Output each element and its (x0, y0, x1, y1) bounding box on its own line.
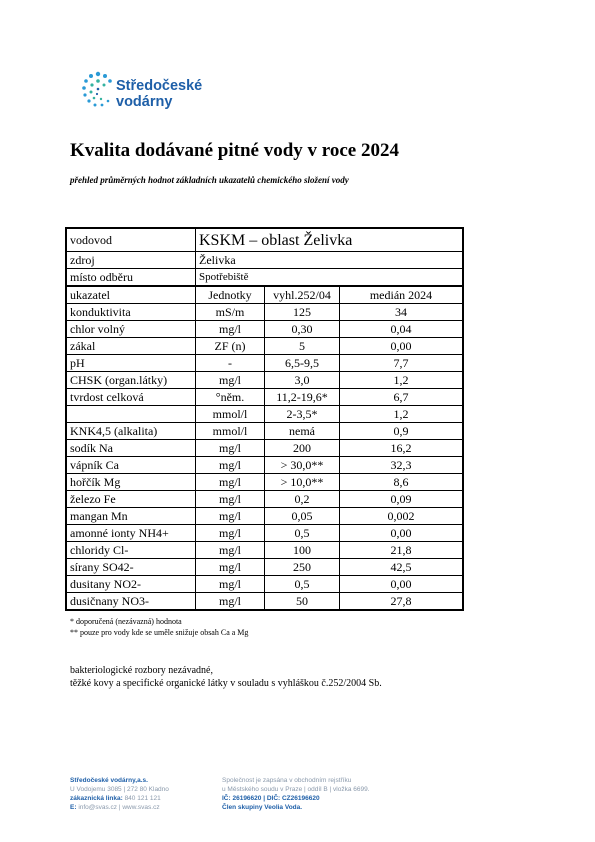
row-unit: mg/l (196, 559, 265, 576)
row-limit: 0,2 (265, 491, 340, 508)
table-row (66, 321, 463, 338)
row-median: 0,04 (340, 321, 464, 338)
row-unit: °něm. (196, 389, 265, 406)
logo-text (116, 78, 202, 110)
row-unit: mg/l (196, 440, 265, 457)
row-unit: mg/l (196, 372, 265, 389)
footer-member: Člen skupiny Veolia Voda. (222, 804, 303, 811)
row-unit: mg/l (196, 457, 265, 474)
table-row (66, 389, 463, 406)
zdroj-value: Želivka (196, 252, 464, 269)
row-unit: - (196, 355, 265, 372)
row-name: sírany SO42- (66, 559, 196, 576)
footer-phone: 840 121 121 (124, 795, 161, 802)
row-median: 0,09 (340, 491, 464, 508)
row-median: 27,8 (340, 593, 464, 611)
row-name: chloridy Cl- (66, 542, 196, 559)
row-name: dusitany NO2- (66, 576, 196, 593)
footnote-1: * doporučená (nezávazná) hodnota (70, 617, 182, 626)
row-unit: mS/m (196, 304, 265, 321)
table-row (66, 559, 463, 576)
row-name: amonné ionty NH4+ (66, 525, 196, 542)
row-median: 6,7 (340, 389, 464, 406)
bact-line2: těžké kovy a specifické organické látky v souladu s vyhláškou č.252/2004 Sb. (70, 678, 382, 689)
company-logo (80, 70, 220, 120)
logo-line2: vodárny (116, 94, 173, 110)
table-row (66, 491, 463, 508)
footer-company: Středočeské vodárny,a.s. (70, 777, 148, 784)
footer-ids: IČ: 26196620 | DIČ: CZ26196620 (222, 795, 320, 802)
row-limit: 5 (265, 338, 340, 355)
info-row-zdroj (66, 252, 463, 269)
logo-line1: Středočeské (116, 78, 203, 94)
row-unit: mg/l (196, 321, 265, 338)
header-median: medián 2024 (340, 286, 464, 304)
zdroj-label: zdroj (66, 252, 196, 269)
quality-table (65, 227, 464, 611)
row-median: 0,9 (340, 423, 464, 440)
footer-phone-label: zákaznická linka: (70, 795, 123, 802)
table-row (66, 372, 463, 389)
row-median: 7,7 (340, 355, 464, 372)
row-name: sodík Na (66, 440, 196, 457)
page-subtitle: přehled průměrných hodnot základních ukazatelů chemického složení vody (70, 175, 349, 185)
row-limit: nemá (265, 423, 340, 440)
footer-email: info@svas.cz | www.svas.cz (78, 804, 160, 811)
table-row (66, 304, 463, 321)
logo-dots-icon (80, 70, 116, 110)
footnote-2: ** pouze pro vody kde se uměle snižuje obsah Ca a Mg (70, 628, 249, 637)
header-ukazatel: ukazatel (66, 286, 196, 304)
table-row (66, 474, 463, 491)
row-limit: 0,5 (265, 576, 340, 593)
row-limit: 200 (265, 440, 340, 457)
row-unit: mg/l (196, 542, 265, 559)
row-median: 42,5 (340, 559, 464, 576)
footnotes (70, 616, 248, 638)
table-row (66, 440, 463, 457)
footer-registry-1: Společnost je zapsána v obchodním rejstříku (222, 777, 352, 784)
footer-registry-2: u Městského soudu v Praze | oddíl B | vložka 6699. (222, 786, 370, 793)
row-limit: > 30,0** (265, 457, 340, 474)
row-limit: 3,0 (265, 372, 340, 389)
row-median: 1,2 (340, 406, 464, 423)
row-median: 34 (340, 304, 464, 321)
row-limit: 0,5 (265, 525, 340, 542)
row-name: dusičnany NO3- (66, 593, 196, 611)
row-median: 0,00 (340, 576, 464, 593)
row-median: 0,00 (340, 338, 464, 355)
row-name: železo Fe (66, 491, 196, 508)
row-name: mangan Mn (66, 508, 196, 525)
row-median: 21,8 (340, 542, 464, 559)
row-unit: mmol/l (196, 423, 265, 440)
row-median: 1,2 (340, 372, 464, 389)
row-name: hořčík Mg (66, 474, 196, 491)
row-limit: 125 (265, 304, 340, 321)
info-row-vodovod (66, 228, 463, 252)
page-title: Kvalita dodávané pitné vody v roce 2024 (70, 140, 399, 161)
row-name: chlor volný (66, 321, 196, 338)
row-unit: mg/l (196, 576, 265, 593)
row-name: tvrdost celková (66, 389, 196, 406)
table-row (66, 355, 463, 372)
footer-email-label: E: (70, 804, 77, 811)
vodovod-label: vodovod (66, 228, 196, 252)
row-limit: 100 (265, 542, 340, 559)
footer-address: U Vodojemu 3085 | 272 80 Kladno (70, 786, 169, 793)
vodovod-value: KSKM – oblast Želivka (196, 228, 464, 252)
row-median: 0,002 (340, 508, 464, 525)
row-limit: > 10,0** (265, 474, 340, 491)
row-name: KNK4,5 (alkalita) (66, 423, 196, 440)
row-median: 0,00 (340, 525, 464, 542)
table-row (66, 576, 463, 593)
row-median: 16,2 (340, 440, 464, 457)
row-unit: mg/l (196, 474, 265, 491)
row-name: vápník Ca (66, 457, 196, 474)
header-vyhl: vyhl.252/04 (265, 286, 340, 304)
row-name: konduktivita (66, 304, 196, 321)
row-median: 32,3 (340, 457, 464, 474)
info-row-misto (66, 269, 463, 287)
footer-left (70, 776, 169, 812)
bacteriology-note (70, 664, 382, 690)
row-limit: 250 (265, 559, 340, 576)
row-limit: 2-3,5* (265, 406, 340, 423)
row-unit: mg/l (196, 491, 265, 508)
table-row (66, 508, 463, 525)
row-name: zákal (66, 338, 196, 355)
table-row (66, 457, 463, 474)
row-name (66, 406, 196, 423)
row-limit: 6,5-9,5 (265, 355, 340, 372)
row-unit: mmol/l (196, 406, 265, 423)
table-row (66, 542, 463, 559)
misto-value: Spotřebiště (196, 269, 464, 287)
row-unit: ZF (n) (196, 338, 265, 355)
row-unit: mg/l (196, 525, 265, 542)
misto-label: místo odběru (66, 269, 196, 287)
row-limit: 50 (265, 593, 340, 611)
table-header (66, 286, 463, 304)
row-name: CHSK (organ.látky) (66, 372, 196, 389)
bact-line1: bakteriologické rozbory nezávadné, (70, 665, 213, 676)
row-name: pH (66, 355, 196, 372)
table-row (66, 525, 463, 542)
row-limit: 0,05 (265, 508, 340, 525)
row-limit: 11,2-19,6* (265, 389, 340, 406)
row-unit: mg/l (196, 508, 265, 525)
table-row (66, 593, 463, 611)
footer-right (222, 776, 370, 812)
row-median: 8,6 (340, 474, 464, 491)
header-jednotky: Jednotky (196, 286, 265, 304)
row-limit: 0,30 (265, 321, 340, 338)
table-row (66, 338, 463, 355)
row-unit: mg/l (196, 593, 265, 611)
table-row (66, 423, 463, 440)
table-row (66, 406, 463, 423)
